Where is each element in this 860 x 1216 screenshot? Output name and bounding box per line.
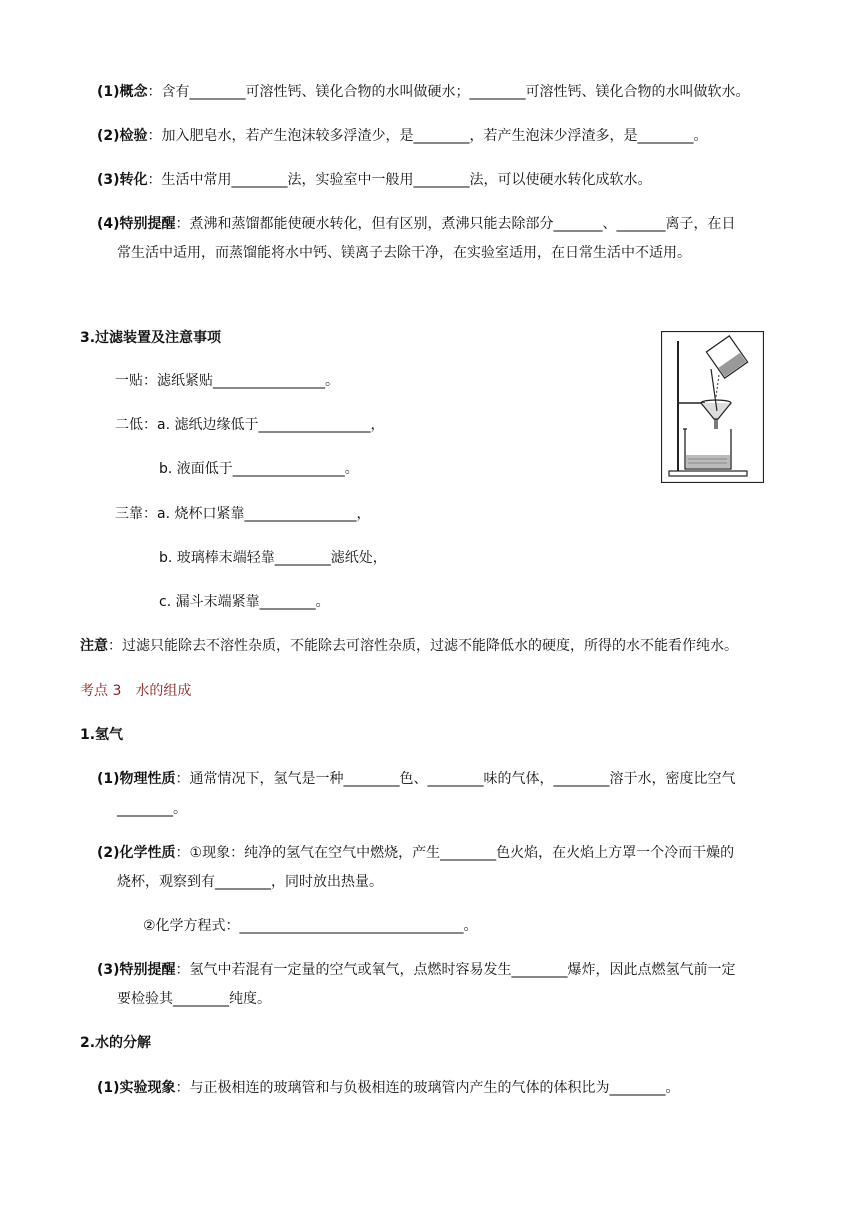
filtration-apparatus-figure xyxy=(661,331,764,483)
physical-line-2: ________。 xyxy=(117,801,187,817)
test-paragraph xyxy=(97,126,708,146)
reminder-line-2: 常生活中适用，而蒸馏能将水中钙、镁离子去除干净，在实验室适用，在日常生活中不适用。 xyxy=(117,245,691,261)
chemical-line-1: ：①现象：纯净的氢气在空气中燃烧，产生________色火焰，在火焰上方罩一个冷而干燥的 xyxy=(175,845,735,861)
hydrogen-reminder xyxy=(97,960,736,980)
decomposition-heading: 2.水的分解 xyxy=(80,1035,152,1051)
experiment-text: ：与正极相连的玻璃管和与负极相连的玻璃管内产生的气体的体积比为________。 xyxy=(175,1080,680,1096)
chemical-label: (2)化学性质 xyxy=(97,845,176,861)
chemical-equation: ②化学方程式：________________________________。 xyxy=(143,918,478,934)
experiment-label: (1)实验现象 xyxy=(97,1080,176,1096)
san-kao-c: c. 漏斗末端紧靠________。 xyxy=(159,594,330,610)
filtration-heading: 3.过滤装置及注意事项 xyxy=(80,330,222,346)
concept-text: ：含有________可溶性钙、镁化合物的水叫做硬水；________可溶性钙、镁化合物的水叫做软水。 xyxy=(147,84,750,100)
reminder-paragraph xyxy=(97,214,736,234)
san-kao-a: 三靠：a. 烧杯口紧靠________________， xyxy=(115,506,371,522)
hydrogen-heading: 1.氢气 xyxy=(80,727,124,743)
test-text: ：加入肥皂水，若产生泡沫较多浮渣少，是________，若产生泡沫少浮渣多，是________。 xyxy=(147,128,708,144)
er-di-b: b. 液面低于________________。 xyxy=(159,461,359,477)
conversion-paragraph xyxy=(97,170,652,190)
conversion-text: ：生活中常用________法，实验室中一般用________法，可以使硬水转化成软水。 xyxy=(147,172,652,188)
reminder-line-1: ：煮沸和蒸馏都能使硬水转化，但有区别，煮沸只能去除部分_______、_______离子，在日 xyxy=(175,216,736,232)
hydrogen-reminder-line-2: 要检验其________纯度。 xyxy=(117,991,271,1007)
physical-label: (1)物理性质 xyxy=(97,771,176,787)
chemical-line-2: 烧杯，观察到有________，同时放出热量。 xyxy=(117,874,383,890)
chemical-properties xyxy=(97,843,734,863)
san-kao-b: b. 玻璃棒末端轻靠________滤纸处， xyxy=(159,550,387,566)
physical-line-1: ：通常情况下，氢气是一种________色、________味的气体，________溶于水，密度比空气 xyxy=(175,771,736,787)
concept-paragraph xyxy=(97,82,750,102)
er-di-a: 二低：a. 滤纸边缘低于________________， xyxy=(115,417,385,433)
section-title: 考点 3 水的组成 xyxy=(80,683,192,699)
conversion-label: (3)转化 xyxy=(97,172,148,188)
hydrogen-reminder-label: (3)特别提醒 xyxy=(97,962,176,978)
test-label: (2)检验 xyxy=(97,128,148,144)
physical-properties xyxy=(97,769,736,789)
note-label: 注意 xyxy=(80,638,108,654)
experiment-phenomenon xyxy=(97,1078,680,1098)
filtration-note xyxy=(80,636,738,656)
hydrogen-reminder-line-1: ：氢气中若混有一定量的空气或氧气，点燃时容易发生________爆炸，因此点燃氢气前一定 xyxy=(175,962,736,978)
concept-label: (1)概念 xyxy=(97,84,148,100)
note-text: ：过滤只能除去不溶性杂质，不能除去可溶性杂质，过滤不能降低水的硬度，所得的水不能看作纯水。 xyxy=(108,638,738,654)
reminder-label: (4)特别提醒 xyxy=(97,216,176,232)
yi-tie: 一贴：滤纸紧贴________________。 xyxy=(115,373,339,389)
